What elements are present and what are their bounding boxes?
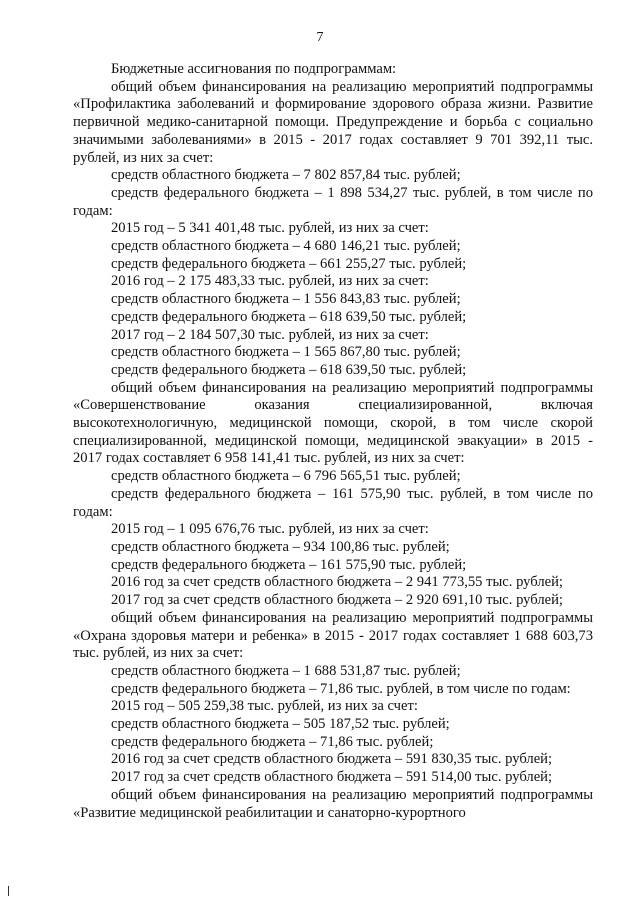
paragraph-federal-budget: средств федерального бюджета – 1 898 534,27 тыс. рублей, в том числе по годам: bbox=[73, 184, 593, 219]
paragraph-regional-budget: средств областного бюджета – 7 802 857,84 тыс. рублей; bbox=[111, 167, 461, 184]
paragraph-regional-budget: средств областного бюджета – 1 688 531,87 тыс. рублей; bbox=[111, 662, 461, 679]
paragraph-regional-budget: средств областного бюджета – 6 796 565,51 тыс. рублей; bbox=[111, 468, 461, 485]
paragraph-rehabilitation-total: общий объем финансирования на реализацию мероприятий подпрограммы «Развитие медицинской реабилитации и санаторно-курортного bbox=[73, 786, 593, 821]
paragraph-federal-budget: средств федерального бюджета – 71,86 тыс. рублей, в том числе по годам: bbox=[111, 680, 571, 697]
paragraph-2015-federal: средств федерального бюджета – 161 575,90 тыс. рублей; bbox=[111, 556, 467, 573]
paragraph-year-2016: 2016 год – 2 175 483,33 тыс. рублей, из них за счет: bbox=[111, 273, 429, 290]
paragraph-2016-federal: средств федерального бюджета – 618 639,50 тыс. рублей; bbox=[111, 308, 467, 325]
paragraph-federal-budget: средств федерального бюджета – 161 575,90 тыс. рублей, в том числе по годам: bbox=[73, 485, 593, 520]
paragraph-prevention-total: общий объем финансирования на реализацию мероприятий подпрограммы «Профилактика заболеваний и формирование здорового образа жизни. Развитие первичной медико-санитарной помощи. Предупреждение и борьба с социально значимыми заболеваниями» в 2015 - 2017 годах составляет 9 701 392,11 тыс. рублей, из них за счет: bbox=[73, 78, 593, 166]
paragraph-2015-regional: средств областного бюджета – 4 680 146,21 тыс. рублей; bbox=[111, 238, 461, 255]
section-heading-budget-allocations: Бюджетные ассигнования по подпрограммам: bbox=[111, 61, 397, 77]
paragraph-2015-federal: средств федерального бюджета – 661 255,27 тыс. рублей; bbox=[111, 255, 467, 272]
paragraph-2017-regional: средств областного бюджета – 1 565 867,80 тыс. рублей; bbox=[111, 344, 461, 361]
paragraph-year-2015: 2015 год – 1 095 676,76 тыс. рублей, из них за счет: bbox=[111, 521, 429, 538]
paragraph-year-2015: 2015 год – 5 341 401,48 тыс. рублей, из них за счет: bbox=[111, 220, 429, 237]
paragraph-year-2017: 2017 год – 2 184 507,30 тыс. рублей, из них за счет: bbox=[111, 326, 429, 343]
paragraph-2016-regional: средств областного бюджета – 1 556 843,83 тыс. рублей; bbox=[111, 291, 461, 308]
paragraph-year-2016: 2016 год за счет средств областного бюджета – 591 830,35 тыс. рублей; bbox=[111, 751, 553, 768]
paragraph-year-2015: 2015 год – 505 259,38 тыс. рублей, из них за счет: bbox=[111, 698, 418, 715]
paragraph-year-2017: 2017 год за счет средств областного бюджета – 2 920 691,10 тыс. рублей; bbox=[111, 592, 563, 609]
paragraph-year-2016: 2016 год за счет средств областного бюджета – 2 941 773,55 тыс. рублей; bbox=[111, 574, 563, 591]
page-number: 7 bbox=[316, 30, 324, 45]
paragraph-2017-federal: средств федерального бюджета – 618 639,50 тыс. рублей; bbox=[111, 361, 467, 378]
document-body bbox=[73, 61, 593, 822]
paragraph-year-2017: 2017 год за счет средств областного бюджета – 591 514,00 тыс. рублей; bbox=[111, 769, 553, 786]
paragraph-2015-federal: средств федерального бюджета – 71,86 тыс. рублей; bbox=[111, 733, 434, 750]
paragraph-specialized-care-total: общий объем финансирования на реализацию мероприятий подпрограммы «Совершенствование оказания специализированной, включая высокотехнологичную, медицинской помощи, скорой, в том числе скорой специализированной, медицинской помощи, медицинской эвакуации» в 2015 - 2017 годах составляет 6 958 141,41 тыс. рублей, из них за счет: bbox=[73, 379, 593, 467]
paragraph-2015-regional: средств областного бюджета – 505 187,52 тыс. рублей; bbox=[111, 716, 450, 733]
paragraph-maternal-child-total: общий объем финансирования на реализацию мероприятий подпрограммы «Охрана здоровья матери и ребенка» в 2015 - 2017 годах составляет 1 688 603,73 тыс. рублей, из них за счет: bbox=[73, 609, 593, 662]
scan-edge-mark bbox=[8, 886, 9, 896]
paragraph-2015-regional: средств областного бюджета – 934 100,86 тыс. рублей; bbox=[111, 538, 450, 555]
